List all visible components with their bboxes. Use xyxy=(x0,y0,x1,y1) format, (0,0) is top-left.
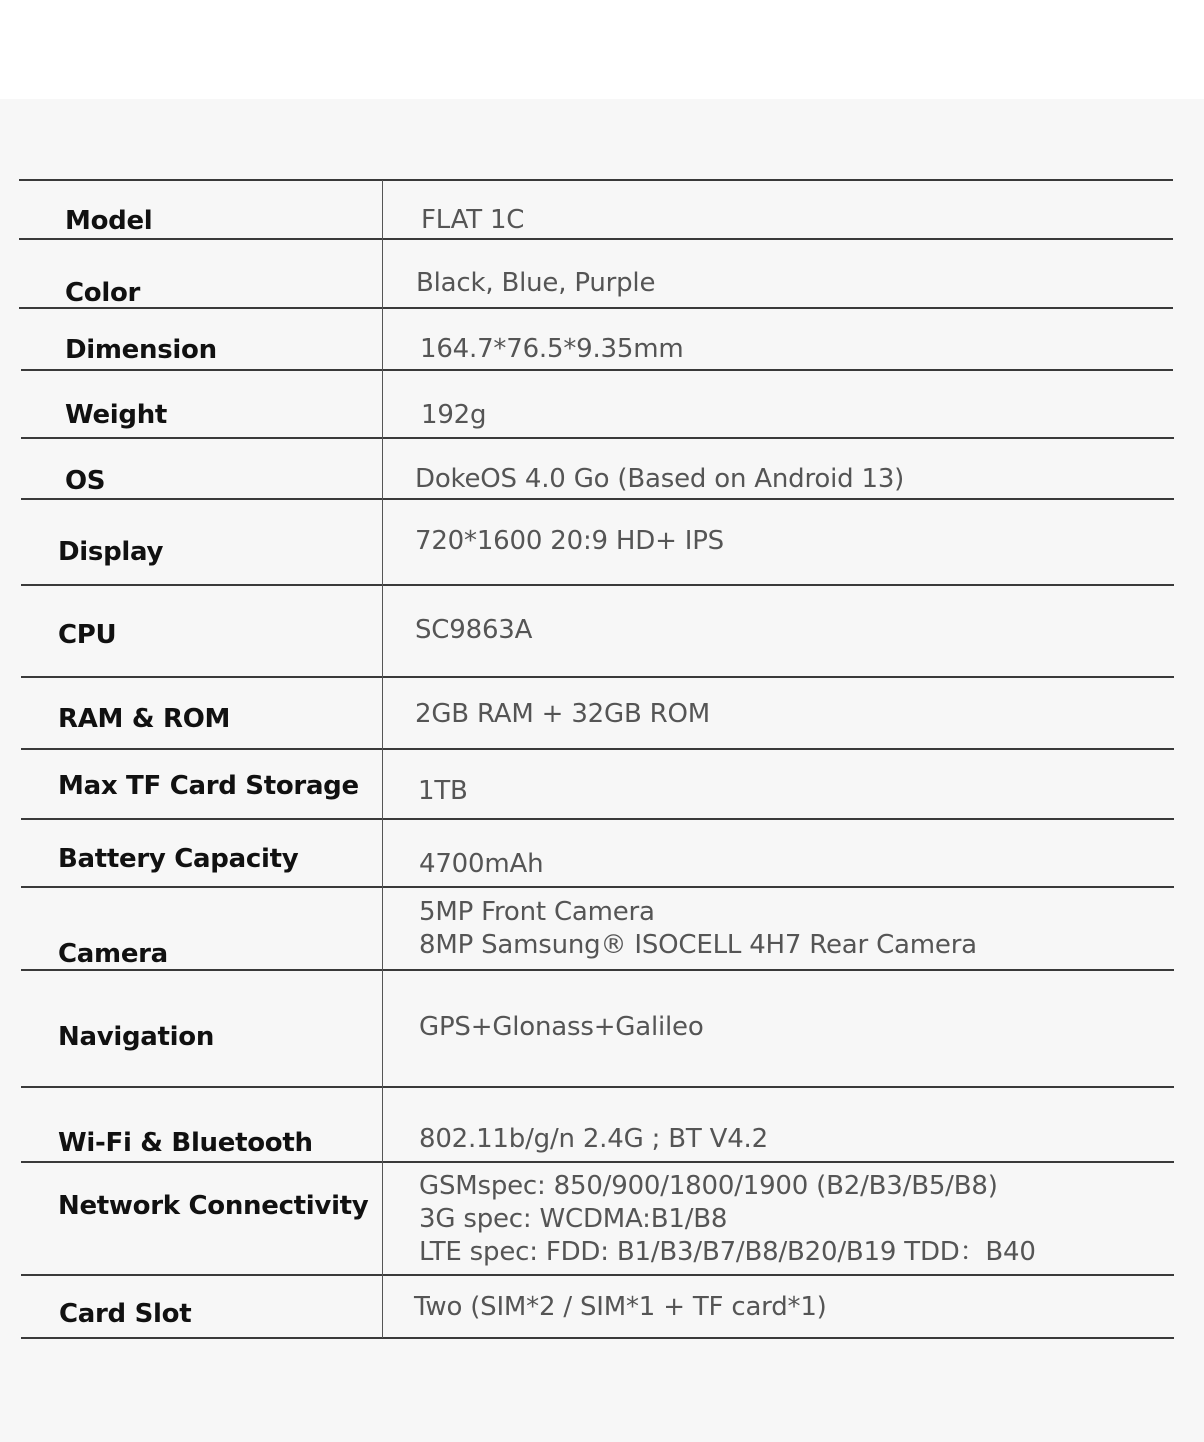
spec-value: 720*1600 20:9 HD+ IPS xyxy=(415,526,724,556)
spec-value: SC9863A xyxy=(415,615,533,645)
spec-label: Wi-Fi & Bluetooth xyxy=(58,1128,313,1158)
table-rule xyxy=(21,1086,1174,1088)
table-rule xyxy=(19,179,1173,181)
spec-value: 802.11b/g/n 2.4G ; BT V4.2 xyxy=(419,1124,768,1154)
spec-value: GPS+Glonass+Galileo xyxy=(419,1012,704,1042)
spec-value: 192g xyxy=(421,400,487,430)
table-rule xyxy=(19,307,1173,309)
table-rule xyxy=(21,1337,1174,1339)
spec-label: RAM & ROM xyxy=(58,704,231,734)
spec-value: 3G spec: WCDMA:B1/B8 xyxy=(419,1204,728,1234)
table-rule xyxy=(21,437,1174,439)
spec-value: 164.7*76.5*9.35mm xyxy=(420,334,684,364)
spec-label: Max TF Card Storage xyxy=(58,771,359,801)
spec-value: Black, Blue, Purple xyxy=(416,268,656,298)
table-rule xyxy=(21,584,1174,586)
spec-label: Network Connectivity xyxy=(58,1191,369,1221)
spec-value: 5MP Front Camera xyxy=(419,897,655,927)
spec-value: FLAT 1C xyxy=(421,205,525,235)
table-rule xyxy=(21,886,1174,888)
spec-label: Card Slot xyxy=(59,1299,192,1329)
spec-label: Dimension xyxy=(65,335,217,365)
table-rule xyxy=(21,369,1173,371)
spec-value: 1TB xyxy=(418,776,468,806)
spec-value: 8MP Samsung® ISOCELL 4H7 Rear Camera xyxy=(419,930,977,960)
spec-value: Two (SIM*2 / SIM*1 + TF card*1) xyxy=(414,1292,827,1322)
table-rule xyxy=(21,818,1174,820)
spec-label: Display xyxy=(58,537,164,567)
spec-label: CPU xyxy=(58,620,117,650)
table-rule xyxy=(21,748,1174,750)
table-rule xyxy=(19,238,1173,240)
table-rule xyxy=(21,1274,1174,1276)
spec-value: DokeOS 4.0 Go (Based on Android 13) xyxy=(415,464,905,494)
column-divider xyxy=(382,180,383,1338)
spec-label: Color xyxy=(65,278,141,308)
spec-label: Model xyxy=(65,206,153,236)
spec-value: 4700mAh xyxy=(419,849,544,879)
table-rule xyxy=(21,969,1174,971)
spec-label: Camera xyxy=(58,939,168,969)
spec-label: Weight xyxy=(65,400,168,430)
spec-value: 2GB RAM + 32GB ROM xyxy=(415,699,711,729)
table-rule xyxy=(21,1161,1174,1163)
spec-label: Battery Capacity xyxy=(58,844,299,874)
spec-label: Navigation xyxy=(58,1022,215,1052)
table-rule xyxy=(21,676,1174,678)
spec-value: LTE spec: FDD: B1/B3/B7/B8/B20/B19 TDD：B40 xyxy=(419,1237,1036,1267)
spec-value: GSMspec: 850/900/1800/1900 (B2/B3/B5/B8) xyxy=(419,1171,998,1201)
spec-label: OS xyxy=(65,466,106,496)
table-rule xyxy=(21,498,1174,500)
